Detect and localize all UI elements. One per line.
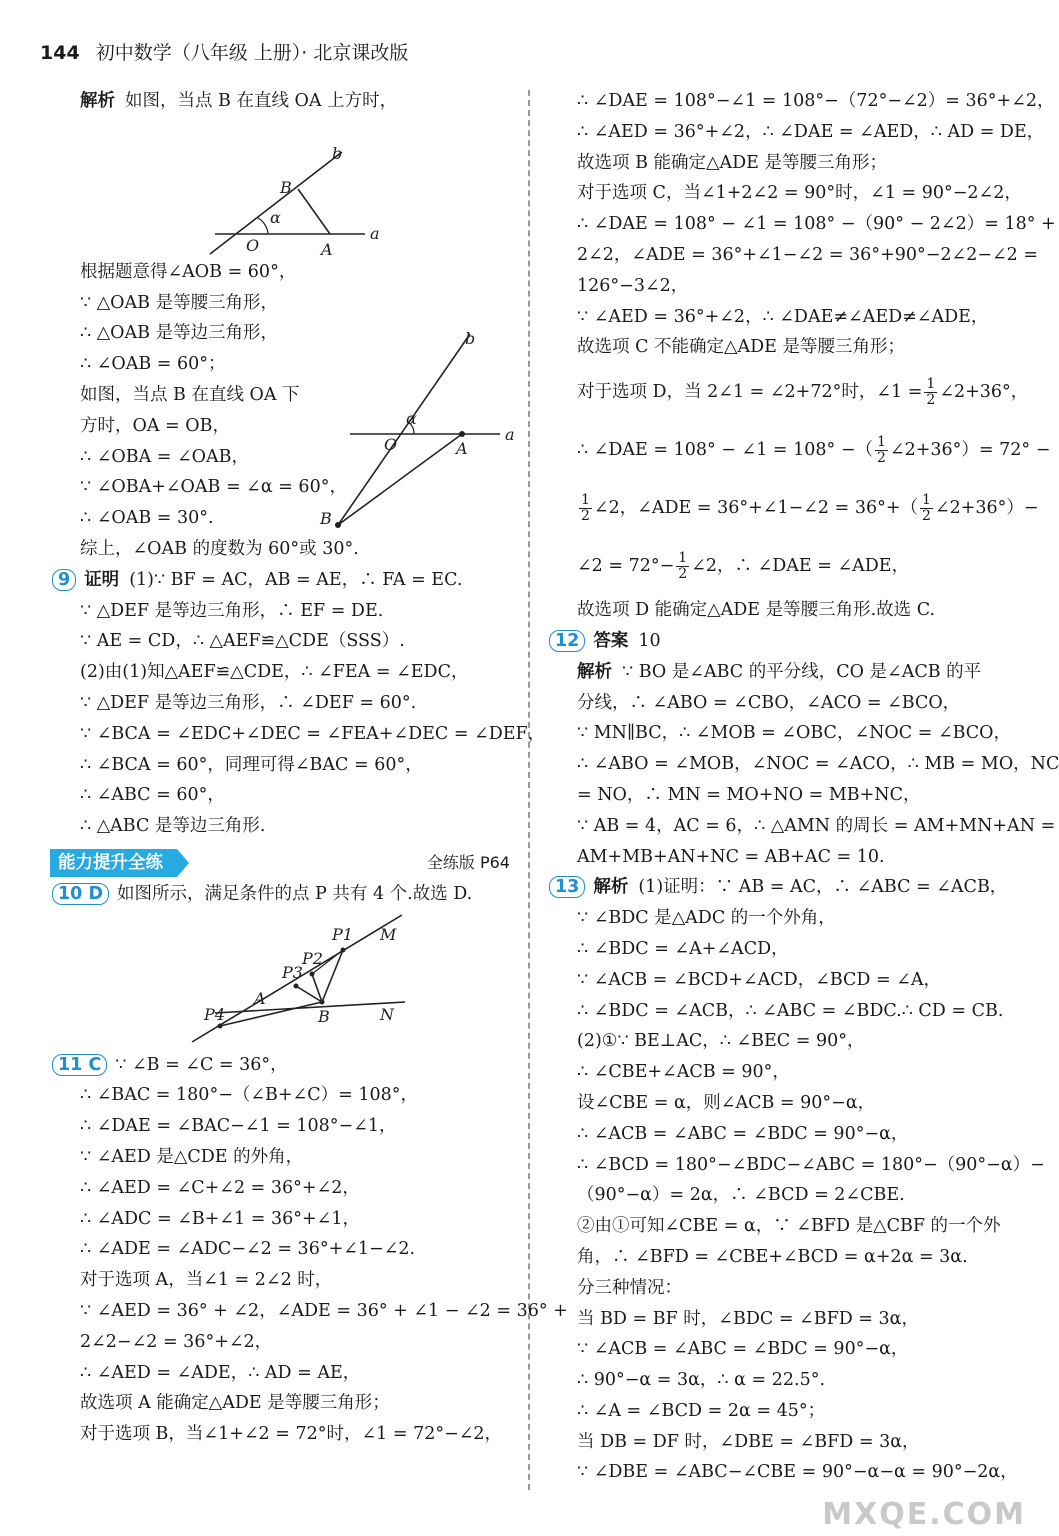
text-line: ∴ ∠ACB = ∠ABC = ∠BDC = 90°−α， (577, 1123, 909, 1144)
text-line: 对于选项 B，当∠1+∠2 = 72°时，∠1 = 72°−∠2， (80, 1424, 503, 1445)
text-line: 9 证明 (1)∵ BF = AC，AB = AE，∴ FA = EC. (80, 565, 520, 596)
text-line: ∴ ∠BDC = ∠ACB，∴ ∠ABC = ∠BDC.∴ CD = CB. (577, 1000, 1004, 1021)
right-column (555, 86, 1059, 1488)
fig1-label-B: B (280, 177, 292, 197)
text-line: 对于选项 D，当 2∠1 = ∠2+72°时，∠1 = $\frac{1}{2}$ ∠2+36°， (577, 376, 1029, 409)
analysis-label: 解析 (80, 91, 115, 111)
text-line: AM+MB+AN+NC = AB+AC = 10. (577, 846, 885, 867)
text-line: ∵ MN∥BC，∴ ∠MOB = ∠OBC，∠NOC = ∠BCO， (577, 723, 1012, 744)
fig1-label-A: A (321, 239, 333, 259)
fig3-label-N: N (380, 1004, 394, 1024)
text-line: ∴ △OAB 是等边三角形， (80, 323, 279, 344)
text-line: ∵ ∠AED = 36° + ∠2，∠ADE = 36° + ∠1 − ∠2 = 36° + (80, 1300, 568, 1321)
analysis-label: 解析 (593, 877, 629, 898)
text-line: ∴ ∠OBA = ∠OAB， (80, 446, 250, 467)
fig2-label-b: b (465, 328, 476, 348)
fraction-half: $\frac{1}{2}$ (922, 492, 931, 525)
text-line: ∵ ∠BDC 是△ADC 的一个外角， (577, 908, 836, 929)
text-line: 角，∴ ∠BFD = ∠CBE+∠BCD = α+2α = 3α. (577, 1246, 968, 1267)
text-line: ∴ ∠BDC = ∠A+∠ACD， (577, 938, 789, 959)
text-line: ∠2 = 72°− $\frac{1}{2}$ ∠2，∴ ∠DAE = ∠ADE， (577, 550, 910, 583)
question-number-12: 12 (549, 630, 585, 652)
text-line: 设∠CBE = α，则∠ACB = 90°−α， (577, 1092, 876, 1113)
text-line: $\frac{1}{2}$ ∠2，∠ADE = 36°+∠1−∠2 = 36°+（ $\frac{1}{2}$ ∠2+36°）− (581, 492, 1039, 525)
section-header (58, 848, 520, 879)
text-line: ∴ ∠DAE = 108° − ∠1 = 108° −（90° − 2∠2）= 18° + (577, 214, 1056, 235)
answer-value: 10 (638, 630, 661, 651)
text-line: 解析 ∵ BO 是∠ABC 的平分线，CO 是∠ACB 的平 (577, 661, 982, 682)
fig1-label-O: O (246, 235, 260, 255)
text-line: 126°−3∠2， (577, 275, 689, 296)
fig3-label-A: A (254, 988, 266, 1008)
text-line: ∴ ∠DAE = 108° − ∠1 = 108° −（ $\frac{1}{2}$ ∠2+36°）= 72° − (577, 434, 1051, 467)
fig2-label-alpha: α (406, 408, 417, 428)
fig1-label-alpha: α (270, 207, 281, 227)
text-line: ∵ ∠DBE = ∠ABC−∠CBE = 90°−α−α = 90°−2α， (577, 1462, 1018, 1483)
text-line: ∵ ∠BCA = ∠EDC+∠DEC = ∠FEA+∠DEC = ∠DEF， (80, 723, 546, 744)
left-column (58, 86, 568, 1450)
text-line: 13 解析 (1)证明：∵ AB = AC，∴ ∠ABC = ∠ACB， (577, 872, 1017, 903)
text-line: 根据题意得∠AOB = 60°， (80, 261, 297, 282)
text-line: 对于选项 A，当∠1 = 2∠2 时， (80, 1270, 333, 1291)
fig2-label-B: B (320, 508, 332, 528)
text-line: ∵ ∠AED = 36°+∠2，∴ ∠DAE≠∠AED≠∠ADE， (577, 306, 989, 327)
text-line: ∴ ∠ABC = 60°， (80, 785, 225, 806)
text-line: ∴ ∠ADC = ∠B+∠1 = 36°+∠1， (80, 1208, 360, 1229)
text-line: ∴ ∠AED = 36°+∠2，∴ ∠DAE = ∠AED，∴ AD = DE， (577, 121, 1045, 142)
text-line: (2)①∵ BE⊥AC，∴ ∠BEC = 90°， (577, 1031, 865, 1052)
text-line: ∴ 90°−α = 3α，∴ α = 22.5°. (577, 1370, 826, 1391)
text-line: 2∠2−∠2 = 36°+∠2， (80, 1331, 273, 1352)
text-line: 方时，OA = OB， (80, 415, 230, 436)
fraction-half: $\frac{1}{2}$ (581, 492, 590, 525)
figure-points-p (80, 910, 520, 1050)
text-line: ∴ ∠BCA = 60°，同理可得∠BAC = 60°， (80, 754, 423, 775)
text-line: （90°−α）= 2α，∴ ∠BCD = 2∠CBE. (577, 1185, 905, 1206)
question-number-13: 13 (549, 876, 585, 898)
column-divider (528, 90, 530, 1490)
figure-b-above (80, 117, 520, 257)
text-line: ∴ ∠AED = ∠C+∠2 = 36°+∠2， (80, 1177, 360, 1198)
text-line: 分线，∴ ∠ABO = ∠CBO，∠ACO = ∠BCO， (577, 692, 961, 713)
text-line: ∵ △OAB 是等腰三角形， (80, 292, 279, 313)
text-line: ∵ ∠OBA+∠OAB = ∠α = 60°， (80, 477, 347, 498)
text-line: 2∠2，∠ADE = 36°+∠1−∠2 = 36°+90°−2∠2−∠2 = (577, 244, 1039, 265)
text-line: ∴ ∠ABO = ∠MOB，∠NOC = ∠ACO，∴ MB = MO，NC (577, 754, 1059, 775)
watermark-logo: MXQE.COM (822, 1497, 1026, 1532)
text-line: 如图，当点 B 在直线 OA 下 (80, 384, 300, 405)
figure-b-below (310, 320, 520, 540)
fig2-label-O: O (384, 434, 398, 454)
fig1-label-b: b (332, 143, 343, 163)
text-line: ∵ ∠ACB = ∠ABC = ∠BDC = 90°−α， (577, 1339, 909, 1360)
text-line: ∴ ∠BCD = 180°−∠BDC−∠ABC = 180°−（90°−α）− (577, 1154, 1045, 1175)
text-line: ∴ ∠OAB = 60°； (80, 354, 226, 375)
book-title: 初中数学（八年级 上册）· 北京课改版 (95, 42, 409, 64)
text-line: ∴ △ABC 是等边三角形. (80, 816, 266, 837)
text-line: ∵ △DEF 是等边三角形，∴ EF = DE. (80, 600, 384, 621)
text-line: ∴ ∠DAE = ∠BAC−∠1 = 108°−∠1， (80, 1116, 397, 1137)
fraction-half: $\frac{1}{2}$ (678, 550, 688, 583)
fig3-label-P3: P3 (282, 962, 303, 982)
text-line: ∴ ∠BAC = 180°−（∠B+∠C）= 108°， (80, 1085, 418, 1106)
fig3-label-P2: P2 (302, 948, 323, 968)
text-line: 10 D 如图所示，满足条件的点 P 共有 4 个.故选 D. (80, 879, 520, 910)
text-line: ∴ ∠CBE+∠ACB = 90°， (577, 1062, 790, 1083)
section-banner: 能力提升全练 (50, 849, 177, 877)
text-line: 故选项 D 能确定△ADE 是等腰三角形.故选 C. (577, 600, 936, 621)
text-line: 当 BD = BF 时，∠BDC = ∠BFD = 3α， (577, 1308, 919, 1329)
fig2-label-a: a (505, 424, 515, 444)
proof-label: 证明 (84, 569, 120, 590)
text-line: 当 DB = DF 时，∠DBE = ∠BFD = 3α， (577, 1431, 920, 1452)
text-line: ∴ ∠OAB = 30°. (80, 508, 214, 529)
fig3-label-B: B (318, 1006, 330, 1026)
fraction-half: $\frac{1}{2}$ (926, 376, 936, 409)
text-line: 对于选项 C，当∠1+2∠2 = 90°时，∠1 = 90°−2∠2， (577, 183, 1022, 204)
text-line: 综上，∠OAB 的度数为 60°或 30°. (80, 538, 359, 559)
analysis-label: 解析 (577, 661, 612, 682)
text-line: 故选项 A 能确定△ADE 是等腰三角形； (80, 1393, 390, 1414)
fig3-label-P1: P1 (332, 924, 353, 944)
text-line: ∵ AE = CD，∴ △AEF≌△CDE（SSS）. (80, 631, 405, 652)
fig1-label-a: a (370, 223, 380, 243)
text-line: ∴ ∠AED = ∠ADE，∴ AD = AE， (80, 1362, 361, 1383)
text-line: ∴ ∠A = ∠BCD = 2α = 45°； (577, 1400, 826, 1421)
text-line: (2)由(1)知△AEF≌△CDE，∴ ∠FEA = ∠EDC， (80, 662, 469, 683)
text-line: 11 C ∵ ∠B = ∠C = 36°， (80, 1050, 520, 1081)
text-line: ∵ ∠ACB = ∠BCD+∠ACD，∠BCD = ∠A， (577, 969, 942, 990)
text-line: 故选项 B 能确定△ADE 是等腰三角形； (577, 152, 887, 173)
text-line: ∴ ∠DAE = 108°−∠1 = 108°−（72°−∠2）= 36°+∠2， (577, 91, 1055, 111)
text-line: ∵ △DEF 是等边三角形，∴ ∠DEF = 60°. (80, 692, 417, 713)
page-header (40, 38, 408, 65)
question-number-9: 9 (52, 569, 76, 591)
fig2-label-A: A (456, 438, 468, 458)
text-line: = NO，∴ MN = MO+NO = MB+NC， (577, 784, 921, 805)
text-line: 解析 如图，当点 B 在直线 OA 上方时， (80, 91, 398, 111)
text-line: ∵ ∠AED 是△CDE 的外角， (80, 1146, 304, 1167)
text-line: 分三种情况： (577, 1277, 682, 1298)
fraction-half: $\frac{1}{2}$ (877, 434, 886, 467)
text-line: ∵ AB = 4，AC = 6，∴ △AMN 的周长 = AM+MN+AN = (577, 815, 1056, 836)
text-line (555, 626, 1017, 657)
text-line: ∴ ∠ADE = ∠ADC−∠2 = 36°+∠1−∠2. (80, 1239, 416, 1260)
section-reference: 全练版 P64 (426, 852, 510, 872)
question-number-11: 11 C (52, 1054, 107, 1076)
fig3-label-M: M (380, 924, 397, 944)
page-number: 144 (40, 42, 80, 64)
answer-label: 答案 (593, 630, 629, 651)
fig3-label-P4: P4 (204, 1004, 225, 1024)
text-line: 故选项 C 不能确定△ADE 是等腰三角形； (577, 337, 905, 358)
question-number-10: 10 D (52, 883, 109, 905)
text-line: ②由①可知∠CBE = α，∵ ∠BFD 是△CBF 的一个外 (577, 1216, 1001, 1237)
